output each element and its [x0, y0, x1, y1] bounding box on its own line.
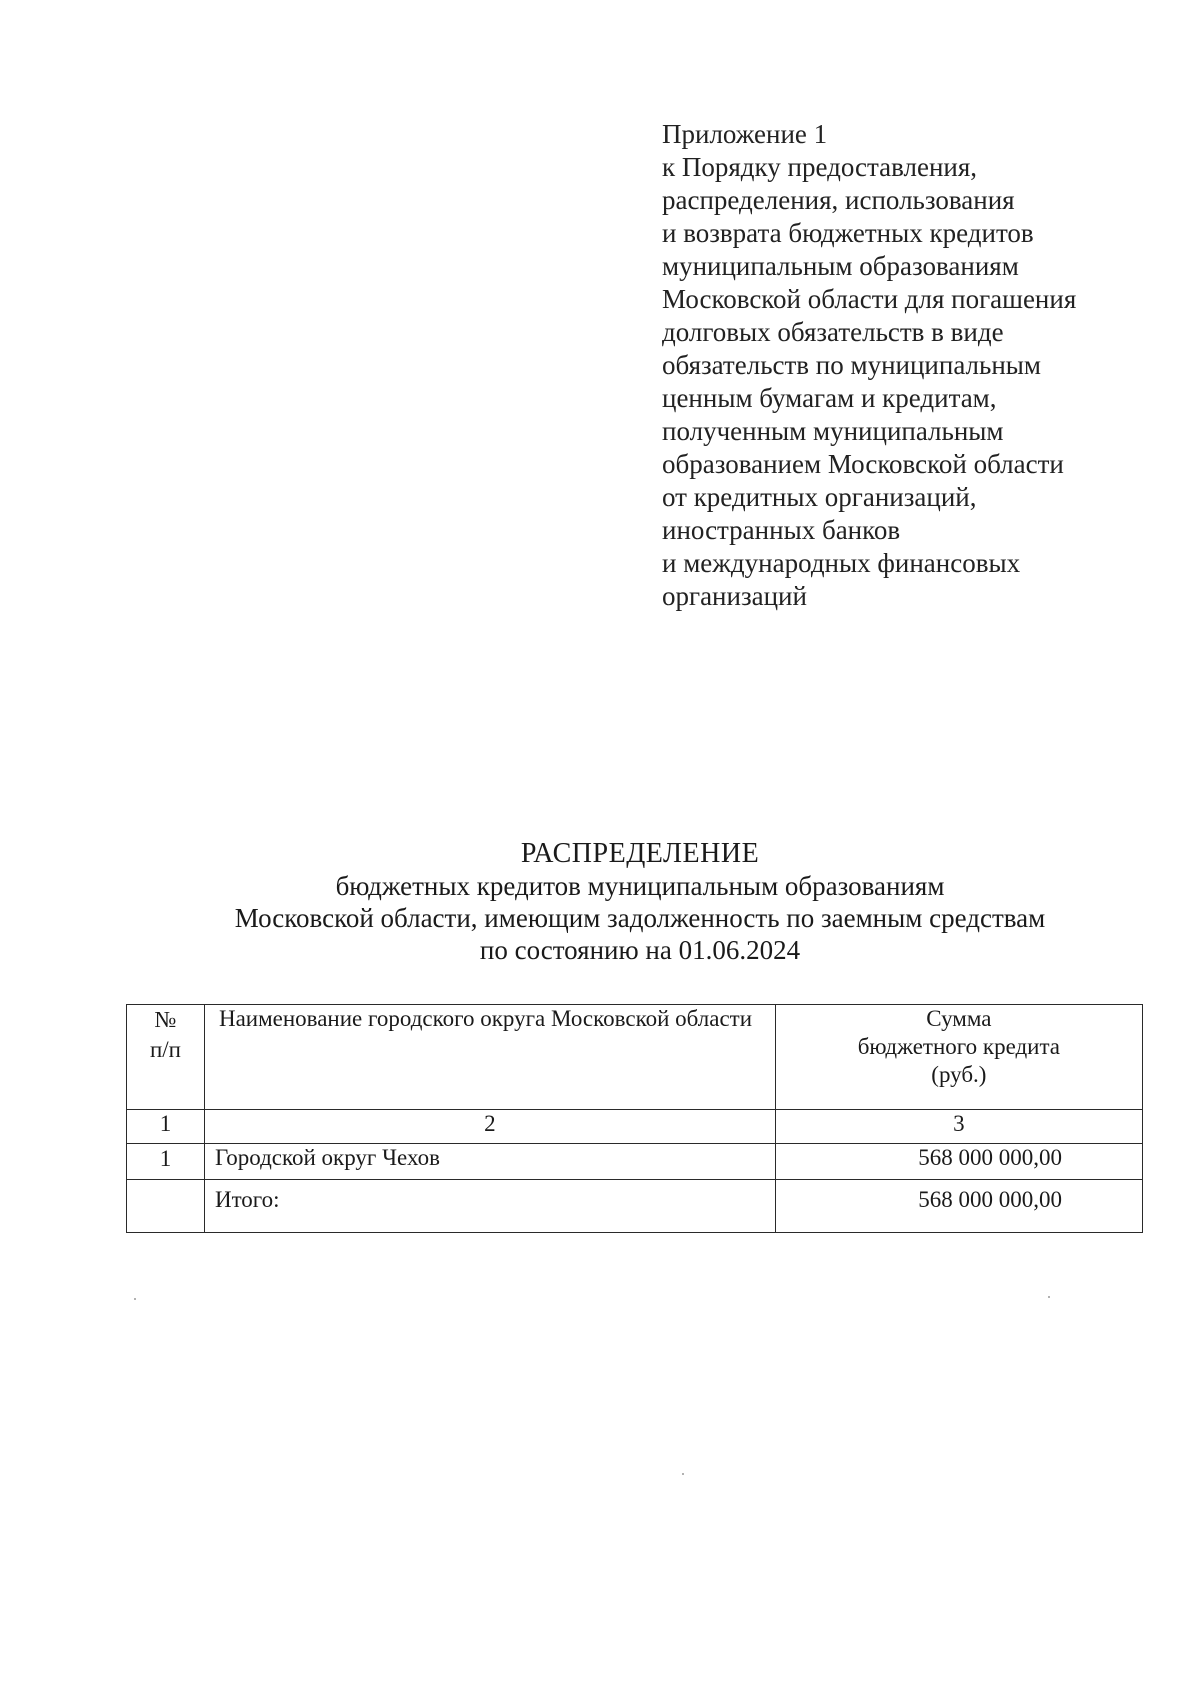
- column-index-row: [127, 1110, 1143, 1144]
- appendix-line: и возврата бюджетных кредитов: [662, 218, 1034, 248]
- table-row: [127, 1144, 1143, 1180]
- appendix-line: Московской области для погашения: [662, 284, 1077, 314]
- appendix-line: распределения, использования: [662, 185, 1015, 215]
- appendix-line: к Порядку предоставления,: [662, 152, 978, 182]
- total-number: [127, 1180, 205, 1233]
- scan-speck: [134, 1298, 136, 1300]
- row-number: 1: [127, 1144, 205, 1180]
- header-number-symbol: №: [154, 1007, 177, 1032]
- table-header-row: [127, 1005, 1143, 1110]
- distribution-table: [126, 1004, 1143, 1233]
- document-title: РАСПРЕДЕЛЕНИЕ: [520, 838, 760, 869]
- row-credit-sum: 568 000 000,00: [775, 1144, 1142, 1180]
- total-sum: 568 000 000,00: [775, 1180, 1142, 1233]
- total-row: [127, 1180, 1143, 1233]
- row-district-name: Городской округ Чехов: [204, 1144, 775, 1180]
- appendix-line: организаций: [662, 581, 807, 611]
- column-index: 2: [204, 1110, 775, 1144]
- column-index: 3: [775, 1110, 1142, 1144]
- document-date-line: по состоянию на 01.06.2024: [479, 935, 801, 965]
- header-sum-line: бюджетного кредита: [857, 1034, 1061, 1059]
- column-index: 1: [127, 1110, 205, 1144]
- appendix-line: от кредитных организаций,: [662, 482, 977, 512]
- document-subtitle-line: Московской области, имеющим задолженность по заемным средствам: [234, 903, 1046, 933]
- appendix-line: и международных финансовых: [662, 548, 1021, 578]
- appendix-note: [662, 118, 1182, 613]
- appendix-line: Приложение 1: [662, 119, 828, 149]
- appendix-line: ценным бумагам и кредитам,: [662, 383, 997, 413]
- appendix-line: полученным муниципальным: [662, 416, 1004, 446]
- header-number: [127, 1005, 205, 1110]
- appendix-line: долговых обязательств в виде: [662, 317, 1004, 347]
- appendix-line: муниципальным образованиям: [662, 251, 1019, 281]
- header-number-abbr: п/п: [149, 1037, 181, 1062]
- header-sum-line: Сумма: [926, 1006, 992, 1031]
- scan-speck: [1048, 1296, 1050, 1298]
- appendix-line: иностранных банков: [662, 515, 901, 545]
- total-label: Итого:: [204, 1180, 775, 1233]
- appendix-line: обязательств по муниципальным: [662, 350, 1042, 380]
- header-district-name: Наименование городского округа Московской области: [204, 1005, 775, 1110]
- header-credit-sum: [775, 1005, 1142, 1110]
- appendix-line: образованием Московской области: [662, 449, 1064, 479]
- document-heading: [0, 838, 1200, 966]
- header-sum-unit: (руб.): [931, 1062, 987, 1087]
- document-subtitle-line: бюджетных кредитов муниципальным образованиям: [335, 871, 945, 901]
- scan-speck: [682, 1473, 684, 1475]
